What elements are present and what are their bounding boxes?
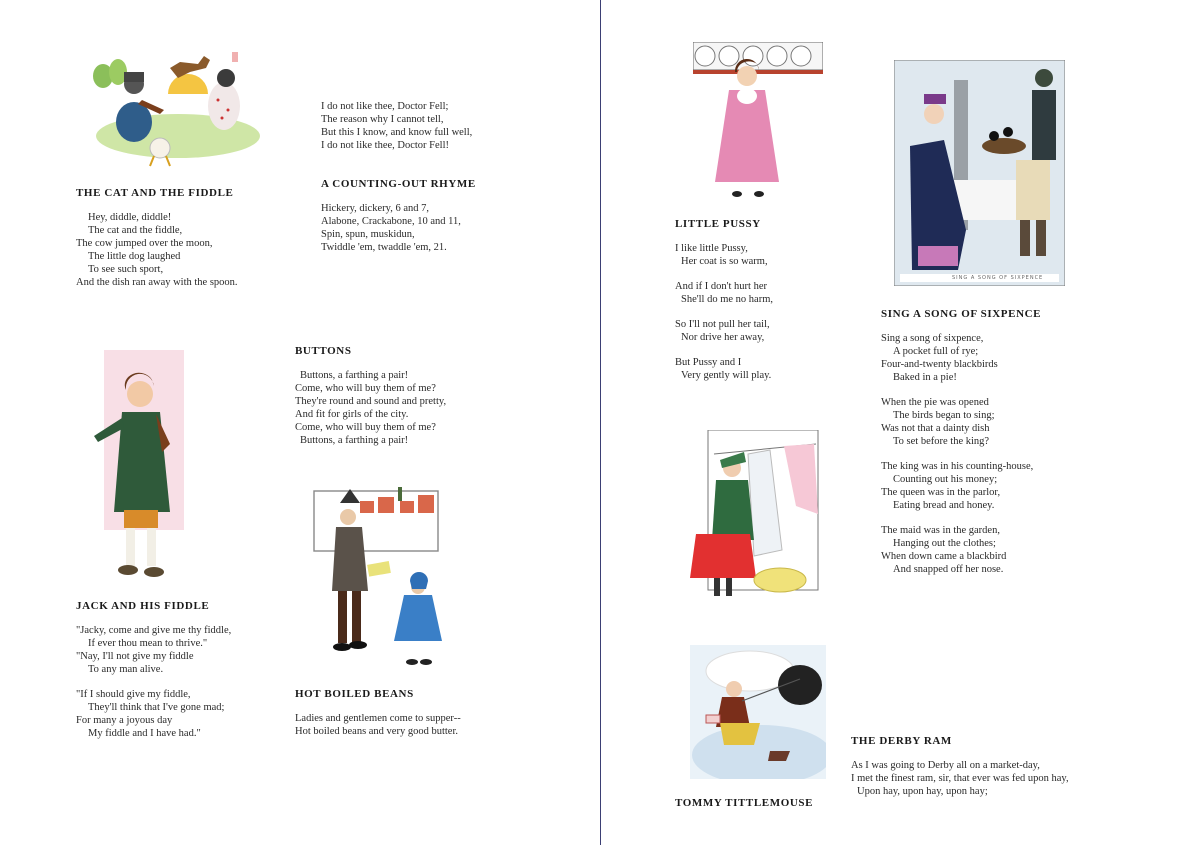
tommy-illustration: [690, 645, 826, 779]
poem-title: HOT BOILED BEANS: [295, 688, 414, 700]
poem-line: The king was in his counting-house,: [881, 461, 1034, 472]
cat-fiddle-illustration: [88, 44, 266, 170]
poem-line: Hickery, dickery, 6 and 7,: [321, 203, 429, 214]
poem-line: Twiddle 'em, twaddle 'em, 21.: [321, 242, 447, 253]
poem-line: Four-and-twenty blackbirds: [881, 359, 998, 370]
plate-caption: SING A SONG OF SIXPENCE: [952, 275, 1044, 281]
poem-title: THE CAT AND THE FIDDLE: [76, 187, 234, 199]
poem-line: "Nay, I'll not give my fiddle: [76, 651, 194, 662]
poem-line: They'll think that I've gone mad;: [88, 702, 225, 713]
maid-garden-illustration: [688, 430, 822, 602]
poem-line: The queen was in the parlor,: [881, 487, 1001, 498]
poem-line: To any man alive.: [88, 664, 164, 675]
poem-line: When the pie was opened: [881, 397, 989, 408]
poem-line: Counting out his money;: [893, 474, 998, 485]
poem-line: Alabone, Crackabone, 10 and 11,: [321, 216, 461, 227]
poem-line: The cow jumped over the moon,: [76, 238, 213, 249]
poem-line: To set before the king?: [893, 436, 990, 447]
poem-line: Hot boiled beans and very good butter.: [295, 726, 459, 737]
poem-line: She'll do me no harm,: [681, 294, 774, 305]
poem-line: Hey, diddle, diddle!: [88, 212, 172, 223]
poem-line: A pocket full of rye;: [893, 346, 979, 357]
poem-title: A COUNTING-OUT RHYME: [321, 178, 476, 190]
derby-ram-poem: [851, 735, 1181, 810]
poem-line: Eating bread and honey.: [893, 500, 995, 511]
poem-line: The cat and the fiddle,: [88, 225, 183, 236]
tommy-poem: [675, 797, 875, 821]
little-pussy-illustration: [693, 42, 823, 198]
poem-line: Come, who will buy them of me?: [295, 383, 436, 394]
poem-line: Baked in a pie!: [893, 372, 957, 383]
poem-line: But Pussy and I: [675, 357, 742, 368]
poem-line: "If I should give my fiddle,: [76, 689, 191, 700]
poem-title: LITTLE PUSSY: [675, 218, 761, 230]
poem-line: I like little Pussy,: [675, 243, 748, 254]
poem-line: Nor drive her away,: [681, 332, 765, 343]
sixpence-poem: [881, 308, 1111, 588]
poem-line: "Jacky, come and give me thy fiddle,: [76, 625, 232, 636]
poem-line: Buttons, a farthing a pair!: [300, 370, 409, 381]
poem-title: THE DERBY RAM: [851, 735, 952, 747]
poem-line: To see such sport,: [88, 264, 164, 275]
poem-line: For many a joyous day: [76, 715, 173, 726]
sixpence-illustration: [894, 60, 1065, 286]
poem-line: The birds began to sing;: [893, 410, 995, 421]
poem-line: They're round and sound and pretty,: [295, 396, 447, 407]
poem-line: Was not that a dainty dish: [881, 423, 990, 434]
poem-line: Hanging out the clothes;: [893, 538, 996, 549]
poem-title: JACK AND HIS FIDDLE: [76, 600, 210, 612]
poem-line: I met the finest ram, sir, that ever was fed upon hay,: [851, 773, 1069, 784]
poem-line: Upon hay, upon hay, upon hay;: [857, 786, 988, 797]
poem-line: My fiddle and I have had.": [88, 728, 201, 739]
counting-out-poem: [321, 178, 561, 266]
poem-line: The reason why I cannot tell,: [321, 114, 444, 125]
poem-title: BUTTONS: [295, 345, 352, 357]
poem-line: The little dog laughed: [88, 251, 181, 262]
poem-line: But this I know, and know full well,: [321, 127, 473, 138]
doctor-fell-poem: [321, 100, 561, 164]
poem-line: I do not like thee, Doctor Fell;: [321, 101, 449, 112]
poem-title: TOMMY TITTLEMOUSE: [675, 797, 814, 809]
jack-fiddle-illustration: [86, 350, 186, 588]
poem-line: I do not like thee, Doctor Fell!: [321, 140, 450, 151]
poem-line: As I was going to Derby all on a market-day,: [851, 760, 1040, 771]
poem-line: And fit for girls of the city.: [295, 409, 409, 420]
poem-line: If ever thou mean to thrive.": [88, 638, 208, 649]
poem-line: So I'll not pull her tail,: [675, 319, 770, 330]
little-pussy-poem: [675, 218, 865, 394]
poem-line: And the dish ran away with the spoon.: [76, 277, 238, 288]
poem-line: Spin, spun, muskidun,: [321, 229, 415, 240]
poem-line: When down came a blackbird: [881, 551, 1007, 562]
poem-line: Sing a song of sixpence,: [881, 333, 984, 344]
jack-fiddle-poem: [76, 600, 296, 752]
poem-line: Buttons, a farthing a pair!: [300, 435, 409, 446]
poem-line: Very gently will play.: [681, 370, 772, 381]
poem-line: Her coat is so warm,: [681, 256, 768, 267]
poem-line: The maid was in the garden,: [881, 525, 1000, 536]
cat-fiddle-poem: [76, 187, 306, 301]
poem-line: And if I don't hurt her: [675, 281, 767, 292]
poem-line: Ladies and gentlemen come to supper--: [295, 713, 461, 724]
poem-title: SING A SONG OF SIXPENCE: [881, 308, 1042, 320]
hot-beans-poem: [295, 688, 555, 750]
poem-line: And snapped off her nose.: [893, 564, 1004, 575]
poem-line: Come, who will buy them of me?: [295, 422, 436, 433]
buttons-poem: [295, 345, 535, 459]
hot-beans-illustration: [312, 487, 442, 673]
